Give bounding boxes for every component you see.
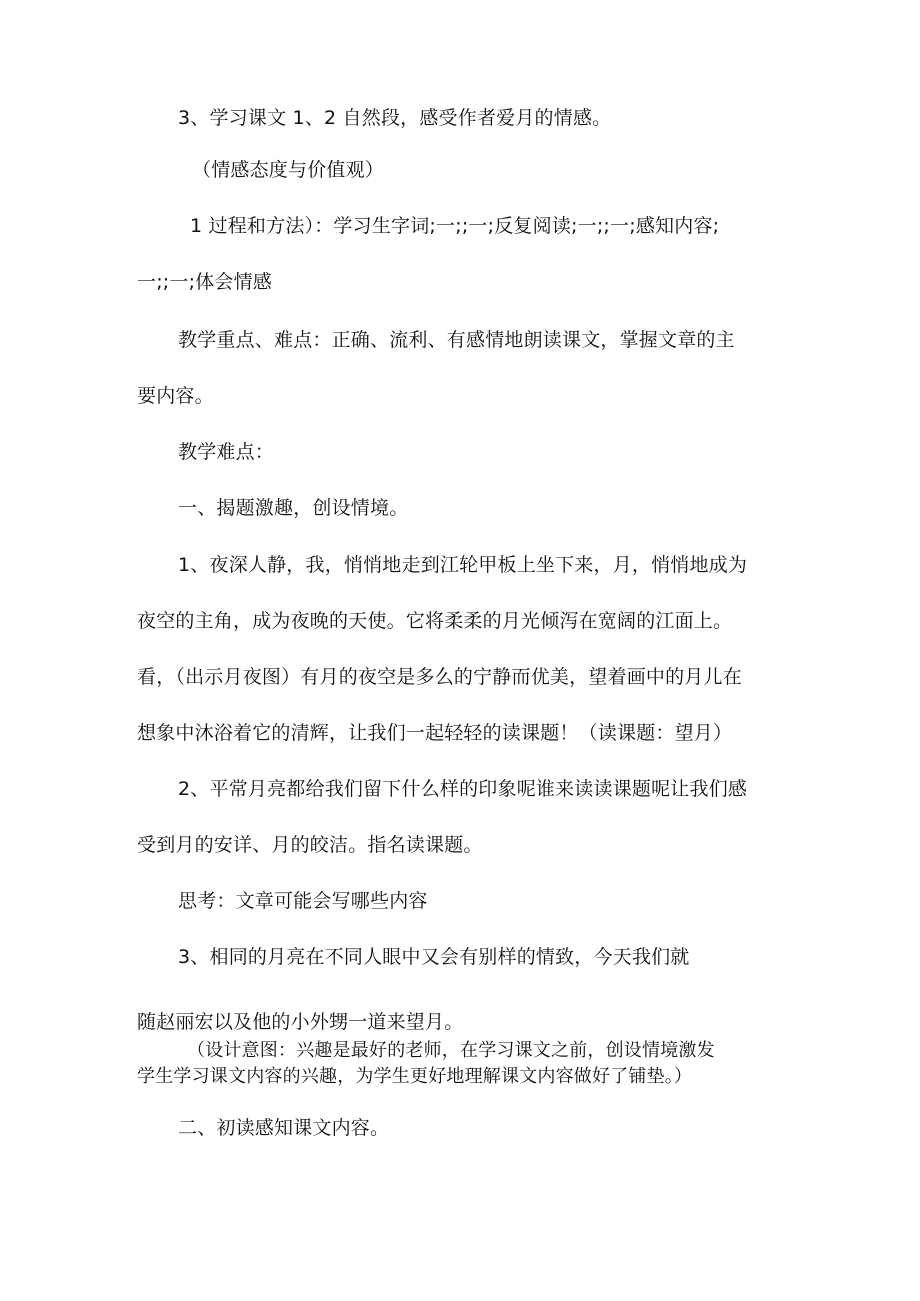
text-line-11: 看，（出示月夜图）有月的夜空是多么的宁静而优美，望着画中的月儿在 — [137, 666, 742, 688]
text-line-1: 3、学习课文 1、2 自然段，感受作者爱月的情感。 — [178, 107, 612, 129]
text-line-12: 想象中沐浴着它的清辉，让我们一起轻轻的读课题！（读课题：望月） — [137, 722, 733, 744]
text-line-20: 二、初读感知课文内容。 — [178, 1117, 390, 1139]
text-line-14: 受到月的安详、月的皎洁。指名读课题。 — [137, 834, 483, 856]
text-line-4: 一;;一;体会情感 — [137, 271, 273, 293]
text-line-15: 思考：文章可能会写哪些内容 — [178, 890, 428, 912]
text-line-17: 随赵丽宏以及他的小外甥一道来望月。 — [137, 1011, 464, 1033]
text-line-6: 要内容。 — [137, 385, 214, 407]
text-line-8: 一、揭题激趣，创设情境。 — [178, 497, 409, 519]
text-line-7: 教学难点： — [178, 441, 275, 463]
text-line-2: （情感态度与价值观） — [192, 159, 385, 181]
text-line-16: 3、相同的月亮在不同人眼中又会有别样的情致，今天我们就 — [178, 946, 690, 968]
text-line-10: 夜空的主角，成为夜晚的天使。它将柔柔的月光倾泻在宽阔的江面上。 — [137, 610, 733, 632]
text-line-18: （设计意图：兴趣是最好的老师，在学习课文之前，创设情境激发 — [187, 1040, 715, 1061]
text-line-5: 教学重点、难点：正确、流利、有感情地朗读课文，掌握文章的主 — [178, 329, 735, 351]
text-line-3: 1 过程和方法）：学习生字词;一;;一;反复阅读;一;;一;感知内容; — [190, 215, 720, 237]
text-line-9: 1、夜深人静，我，悄悄地走到江轮甲板上坐下来，月，悄悄地成为 — [178, 554, 748, 576]
text-line-19: 学生学习课文内容的兴趣，为学生更好地理解课文内容做好了铺垫。） — [137, 1066, 693, 1087]
text-line-13: 2、平常月亮都给我们留下什么样的印象呢谁来读读课题呢让我们感 — [178, 778, 748, 800]
